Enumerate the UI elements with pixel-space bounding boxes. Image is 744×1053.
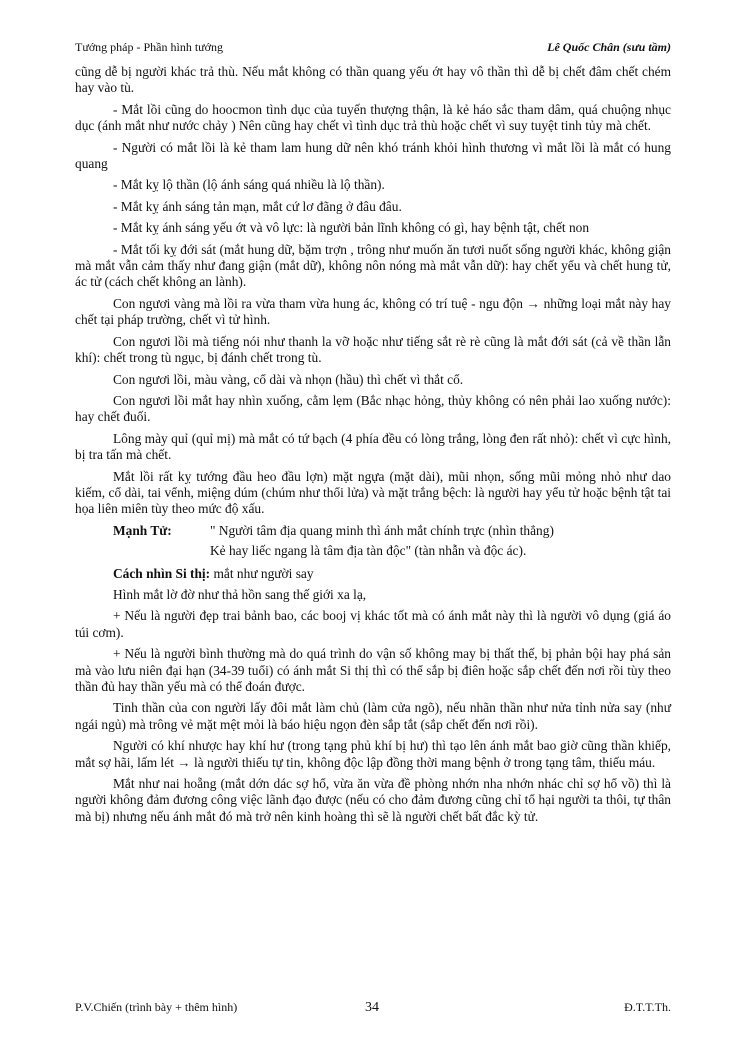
page-footer — [75, 1000, 671, 1020]
paragraph: Người có khí nhược hay khí hư (trong tạng phủ khí bị hư) thì tạo lên ánh mắt bao giờ cũng thần khiếp, mắt sợ hãi, lấm lét → là người thiếu tự tin, không độc lập đồng thời mang bệnh ở trong tạng tâm, thiếu máu. — [75, 738, 671, 770]
si-thi-text: mắt như người say — [210, 565, 314, 581]
paragraph: - Người có mắt lồi là kẻ tham lam hung dữ nên khó tránh khỏi hình thương vì mắt lồi là mắt có hung quang — [75, 139, 671, 172]
paragraph: Hình mắt lờ đờ như thả hồn sang thế giới xa lạ, — [113, 586, 367, 602]
paragraph: - Mắt kỵ ánh sáng yếu ớt và vô lực: là người bản lĩnh không có gì, hay bệnh tật, chết non — [113, 220, 590, 236]
paragraph: Con ngươi vàng mà lồi ra vừa tham vừa hung ác, không có trí tuệ - ngu độn → những loại mắt này hay chết tại pháp trường, chết vì tử hình. — [75, 295, 671, 328]
paragraph: Lông mày quỉ (quỉ mị) mà mắt có tứ bạch (4 phía đều có lòng trắng, lòng đen rất nhỏ): chết vì cực hình, bị tra tấn mà chết. — [75, 430, 671, 463]
page-header — [75, 40, 671, 58]
header-right-author: Lê Quốc Chân (sưu tầm) — [547, 40, 671, 54]
page-number: 34 — [365, 1000, 379, 1015]
paragraph: - Mắt kỵ lộ thần (lộ ánh sáng quá nhiều là lộ thần). — [113, 177, 385, 193]
paragraph: + Nếu là người bình thường mà do quá trình do vận số không may bị thất thế, bị phản bội hay phá sản mà vào lưu niên đại hạn (34-39 tuổi) có ánh mắt Si thị thì có thể sắp bị điên hoặc sắp chết đến nơi rồi tùy theo thần đủ hay thần yếu mà có thể đoán được. — [75, 646, 671, 694]
paragraph: Tinh thần của con người lấy đôi mắt làm chủ (làm cửa ngõ), nếu nhãn thần như nửa tỉnh nửa say (như ngái ngủ) mà trông vẻ mặt mệt mỏi là báo hiệu ngọn đèn sắp tắt (sắp chết đến nơi rồi). — [75, 700, 671, 732]
paragraph: - Mắt tối kỵ đới sát (mắt hung dữ, bặm trợn , trông như muốn ăn tươi nuốt sống người khác, không giận mà mắt vẫn cảm thấy như đang giận (mắt dữ), không nôn nóng mà mắt vẫn dữ): hay chết yểu và chết hung tử, ác tử (cách chết không an lành). — [75, 241, 671, 290]
si-thi-heading — [75, 566, 671, 582]
paragraph: Mắt lồi rất kỵ tướng đầu heo đầu lợn) mặt ngựa (mặt dài), mũi nhọn, sống mũi mỏng nhỏ như dao kiếm, cổ dài, tai vểnh, miệng dúm (chúm như thổi lửa) và mặt trắng bệch: là người hay yểu tử hoặc bệnh tật tai họa liên miên tùy theo mức độ xấu. — [75, 468, 671, 517]
paragraph: Con ngươi lồi mắt hay nhìn xuống, cằm lẹm (Bắc nhạc hỏng, thủy không có nên phải lao xuống nước): hay chết đuối. — [75, 392, 671, 425]
paragraph: + Nếu là người đẹp trai bảnh bao, các booj vị khác tốt mà có ánh mắt này thì là người vô dụng (giá áo túi cơm). — [75, 608, 671, 640]
document-body — [75, 64, 671, 830]
paragraph: Con ngươi lồi mà tiếng nói như thanh la vỡ hoặc như tiếng sắt rè rè cũng là mắt đới sát (cả về thần lẫn khí): chết trong tù ngục, bị đánh chết trong tù. — [75, 333, 671, 366]
paragraph: cũng dễ bị người khác trả thù. Nếu mắt không có thần quang yếu ớt hay vô thần thì dễ bị chết đâm chết chém hay vào tù. — [75, 64, 671, 96]
paragraph: Con ngươi lồi, màu vàng, cổ dài và nhọn (hầu) thì chết vì thắt cổ. — [113, 371, 464, 387]
manh-tu-line-1: " Người tâm địa quang minh thì ánh mắt chính trực (nhìn thẳng) — [210, 522, 554, 538]
paragraph: Mắt như nai hoẵng (mắt dớn dác sợ hổ, vừa ăn vừa đề phòng nhớn nha nhớn nhác chỉ sợ hổ vồ) thì là người không đảm đương công việc lãnh đạo được (nếu có cho đảm đương cũng chỉ tổ hại người ta thôi, tự thân mà bị) nhưng nếu ánh mắt đó mà trở nên kinh hoàng thì sẽ là người chết bất đắc kỳ tử. — [75, 776, 671, 824]
footer-right-initials: Đ.T.T.Th. — [624, 1000, 671, 1014]
header-left-title: Tướng pháp - Phần hình tướng — [75, 40, 224, 54]
footer-left-credit: P.V.Chiến (trình bày + thêm hình) — [75, 1000, 238, 1014]
manh-tu-quote — [75, 523, 671, 539]
manh-tu-label: Mạnh Tử: — [113, 522, 172, 538]
si-thi-label: Cách nhìn Si thị: — [113, 565, 211, 581]
manh-tu-line-2: Kẻ hay liếc ngang là tâm địa tàn độc" (tàn nhẫn và độc ác). — [210, 543, 527, 559]
paragraph: - Mắt lồi cũng do hoocmon tình dục của tuyến thượng thận, là kẻ háo sắc tham dâm, quá chuộng nhục dục (ánh mắt như nước chảy ) Nên cũng hay chết vì tình dục trả thù hoặc chết vì suy tuyệt tinh tủy mà chết. — [75, 101, 671, 134]
paragraph: - Mắt kỵ ánh sáng tản mạn, mắt cứ lơ đãng ở đâu đâu. — [113, 198, 402, 214]
